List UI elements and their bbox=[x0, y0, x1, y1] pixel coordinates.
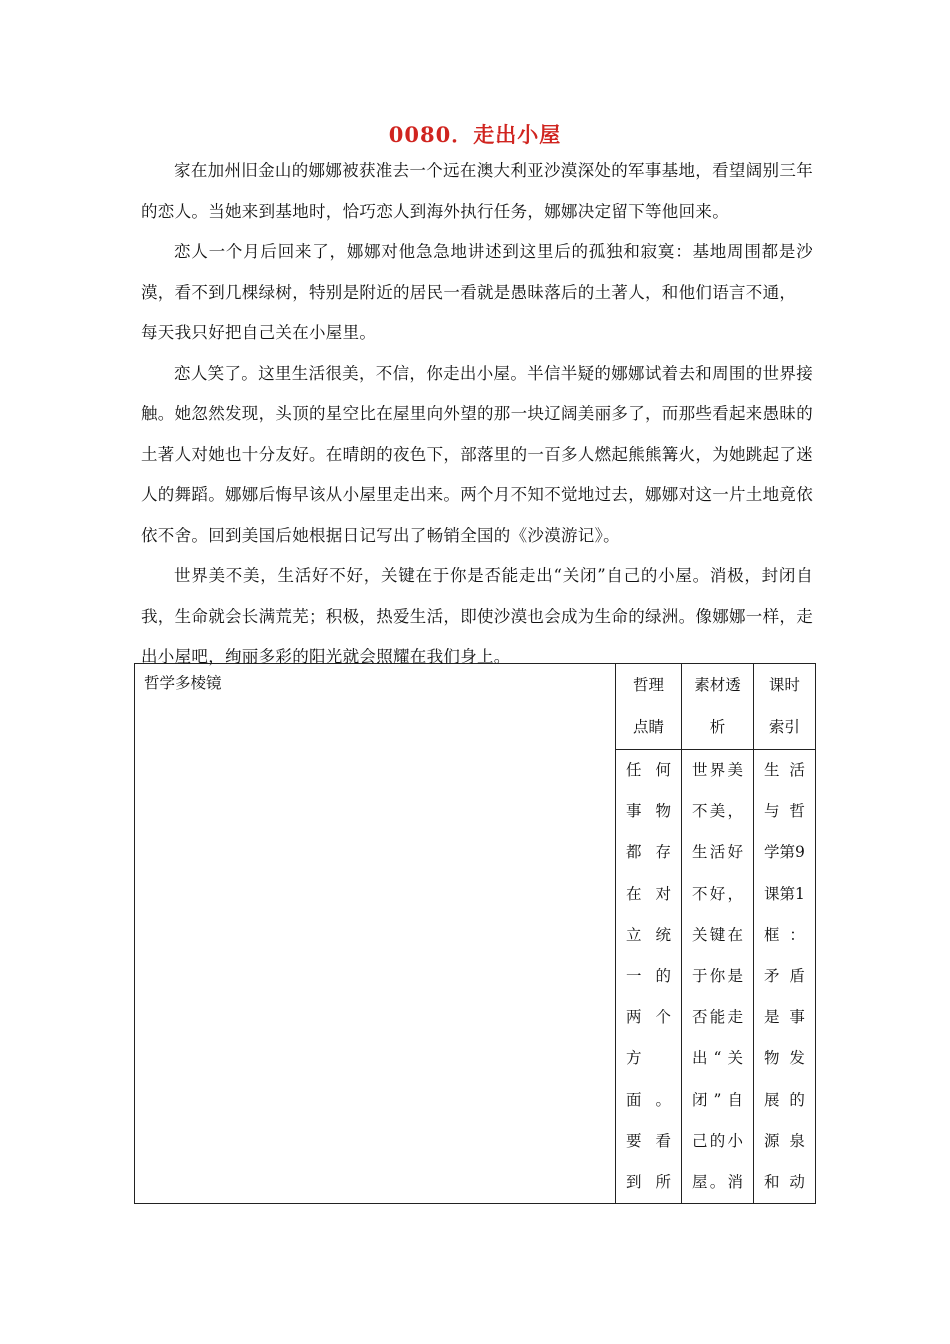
cell-text-char: ， bbox=[727, 884, 743, 903]
cell-text-char: 不 bbox=[692, 802, 708, 821]
cell-text-char: 好 bbox=[727, 843, 743, 862]
cell-text-char: 于 bbox=[692, 966, 708, 985]
article-body bbox=[141, 151, 813, 678]
cell-text-char: 框 bbox=[764, 925, 780, 944]
cell-text-char: 的 bbox=[709, 1131, 726, 1150]
lesson-index-content bbox=[754, 750, 816, 1204]
cell-text-char: 物 bbox=[764, 1049, 780, 1068]
cell-text-char: 源 bbox=[764, 1131, 780, 1150]
cell-text-char: 到 bbox=[626, 1172, 642, 1191]
cell-text-line bbox=[616, 997, 681, 1038]
cell-text-line bbox=[682, 1080, 753, 1121]
cell-text-char: 的 bbox=[789, 1090, 805, 1109]
cell-text-char: 盾 bbox=[789, 966, 805, 985]
cell-text-char: 的 bbox=[655, 966, 671, 985]
cell-text-char: 自 bbox=[727, 1090, 743, 1109]
philosophy-prism-header: 哲学多棱镜 bbox=[144, 674, 222, 692]
cell-text-char: 一 bbox=[626, 966, 642, 985]
cell-text-line bbox=[682, 750, 753, 791]
lesson-index-header: 课时 索引 bbox=[754, 664, 816, 750]
cell-text-line bbox=[754, 956, 815, 997]
cell-text-char: 不 bbox=[692, 884, 708, 903]
cell-text-char: 存 bbox=[655, 843, 671, 862]
cell-text-char: 学第9 bbox=[764, 843, 805, 862]
cell-text-line bbox=[754, 1080, 815, 1121]
page-title: 0080．走出小屋 bbox=[388, 122, 562, 147]
cell-text-char: 活 bbox=[789, 761, 805, 779]
cell-text-char: 事 bbox=[626, 802, 642, 821]
cell-text-char: 生 bbox=[692, 843, 708, 862]
cell-text-line bbox=[754, 874, 815, 915]
cell-text-char: 与 bbox=[764, 802, 780, 821]
cell-text-char: 关 bbox=[727, 1049, 743, 1068]
cell-text-char: 小 bbox=[727, 1131, 743, 1150]
cell-text-line bbox=[754, 1162, 815, 1203]
cell-text-line bbox=[754, 832, 815, 873]
cell-text-char: 立 bbox=[626, 925, 642, 944]
cell-text-char: 己 bbox=[692, 1131, 708, 1150]
cell-text-line bbox=[682, 1162, 753, 1203]
cell-text-line bbox=[754, 997, 815, 1038]
cell-text-char: 消 bbox=[727, 1172, 743, 1191]
cell-text-char: 是 bbox=[727, 966, 743, 985]
cell-text-char: 活 bbox=[709, 843, 726, 862]
cell-text-char: 物 bbox=[655, 802, 671, 821]
paragraph-3: 恋人笑了。这里生活很美，不信，你走出小屋。半信半疑的娜娜试着去和周围的世界接触。她忽然发现，头顶的星空比在屋里向外望的那一块辽阔美丽多了，而那些看起来愚昧的土著人对她也十分友好。在晴朗的夜色下，部落里的一百多人燃起熊熊篝火，为她跳起了迷人的舞蹈。娜娜后悔早该从小屋里走出来。两个月不知不觉地过去，娜娜对这一片土地竟依依不舍。回到美国后她根据日记写出了畅销全国的《沙漠游记》。 bbox=[141, 363, 813, 545]
cell-text-line bbox=[616, 1162, 681, 1203]
cell-text-line bbox=[682, 1038, 753, 1079]
cell-text-char: 动 bbox=[789, 1172, 805, 1191]
cell-text-line bbox=[616, 956, 681, 997]
cell-text-char: “ bbox=[713, 1049, 722, 1068]
material-analysis-header: 素材透 析 bbox=[682, 664, 754, 750]
cell-text-line bbox=[682, 1121, 753, 1162]
cell-text-line bbox=[682, 874, 753, 915]
cell-text-char: 面 bbox=[626, 1090, 642, 1109]
cell-text-line bbox=[616, 874, 681, 915]
cell-text-char: ： bbox=[789, 925, 805, 944]
cell-text-char: 在 bbox=[727, 925, 743, 944]
cell-text-line bbox=[616, 832, 681, 873]
cell-text-char: 看 bbox=[655, 1131, 671, 1150]
cell-text-char: 事 bbox=[789, 1008, 805, 1027]
cell-text-char: 能 bbox=[709, 1008, 726, 1027]
cell-text-char: 两 bbox=[626, 1008, 642, 1027]
cell-text-char: 走 bbox=[727, 1008, 743, 1027]
cell-text-line bbox=[682, 832, 753, 873]
cell-text-line bbox=[616, 915, 681, 956]
paragraph-2: 恋人一个月后回来了，娜娜对他急急地讲述到这里后的孤独和寂寞：基地周围都是沙漠，看不到几棵绿树，特别是附近的居民一看就是愚昧落后的土著人，和他们语言不通， bbox=[141, 242, 813, 302]
cell-text-char: 任 bbox=[626, 761, 642, 779]
cell-text-char: 闭 bbox=[692, 1090, 708, 1109]
cell-text-char: 美 bbox=[709, 802, 726, 821]
cell-text-char: 界 bbox=[709, 761, 726, 779]
cell-text-char: 泉 bbox=[789, 1131, 805, 1150]
cell-text-char: 美 bbox=[727, 761, 743, 779]
cell-text-char: 在 bbox=[626, 884, 642, 903]
cell-text-char: 何 bbox=[655, 761, 671, 779]
cell-text-char: 。 bbox=[709, 1172, 726, 1191]
cell-text-char: 方 bbox=[626, 1049, 642, 1068]
cell-text-char: 所 bbox=[655, 1172, 671, 1191]
cell-text-line bbox=[754, 915, 815, 956]
cell-text-line bbox=[682, 791, 753, 832]
cell-text-char: 哲 bbox=[789, 802, 805, 821]
cell-text-char: 要 bbox=[626, 1131, 642, 1150]
cell-text-char: 生 bbox=[764, 761, 780, 779]
cell-text-line bbox=[682, 915, 753, 956]
cell-text-char: 你 bbox=[709, 966, 726, 985]
cell-text-char: ” bbox=[713, 1090, 722, 1109]
cell-text-char: 好 bbox=[709, 884, 726, 903]
philosophy-prism-cell bbox=[135, 664, 616, 1204]
cell-text-char: 世 bbox=[692, 761, 708, 779]
material-analysis-content bbox=[682, 750, 754, 1204]
philosophy-table bbox=[134, 663, 816, 1204]
cell-text-line bbox=[754, 791, 815, 832]
cell-text-line bbox=[616, 1121, 681, 1162]
cell-text-line bbox=[682, 997, 753, 1038]
cell-text-char: 统 bbox=[655, 925, 671, 944]
cell-text-line bbox=[616, 791, 681, 832]
cell-text-char: 屋 bbox=[692, 1172, 708, 1191]
paragraph-4: 世界美不美，生活好不好，关键在于你是否能走出“关闭”自己的小屋。消极，封闭自我，生命就会长满荒芜；积极，热爱生活，即使沙漠也会成为生命的绿洲。像娜娜一样，走出小屋吧，绚丽多彩的阳光就会照耀在我们身上。 bbox=[141, 566, 813, 666]
cell-text-char: 。 bbox=[655, 1090, 671, 1109]
cell-text-char: 课第1 bbox=[764, 884, 805, 903]
insight-header: 哲理 点睛 bbox=[616, 664, 682, 750]
paragraph-2-cont: 每天我只好把自己关在小屋里。 bbox=[141, 323, 377, 342]
cell-text-char: 关 bbox=[692, 925, 708, 944]
cell-text-char: 和 bbox=[764, 1172, 780, 1191]
cell-text-char: 是 bbox=[764, 1008, 780, 1027]
insight-content bbox=[616, 750, 682, 1204]
cell-text-line bbox=[754, 750, 815, 791]
cell-text-char: 矛 bbox=[764, 966, 780, 985]
cell-text-char: ， bbox=[727, 802, 743, 821]
cell-text-char: 都 bbox=[626, 843, 642, 862]
cell-text-char: 否 bbox=[692, 1008, 708, 1027]
cell-text-char: 个 bbox=[655, 1008, 671, 1027]
cell-text-char: 发 bbox=[789, 1049, 805, 1068]
cell-text-char: 键 bbox=[709, 925, 726, 944]
cell-text-line bbox=[616, 750, 681, 791]
cell-text-char: 出 bbox=[692, 1049, 708, 1068]
cell-text-char: 对 bbox=[655, 884, 671, 903]
cell-text-char: 展 bbox=[764, 1090, 780, 1109]
cell-text-line bbox=[754, 1121, 815, 1162]
cell-text-line bbox=[682, 956, 753, 997]
cell-text-line bbox=[754, 1038, 815, 1079]
cell-text-line bbox=[616, 1080, 681, 1121]
cell-text-line bbox=[616, 1038, 681, 1079]
paragraph-1: 家在加州旧金山的娜娜被获准去一个远在澳大利亚沙漠深处的军事基地，看望阔别三年的恋人。当她来到基地时，恰巧恋人到海外执行任务，娜娜决定留下等他回来。 bbox=[141, 161, 813, 221]
